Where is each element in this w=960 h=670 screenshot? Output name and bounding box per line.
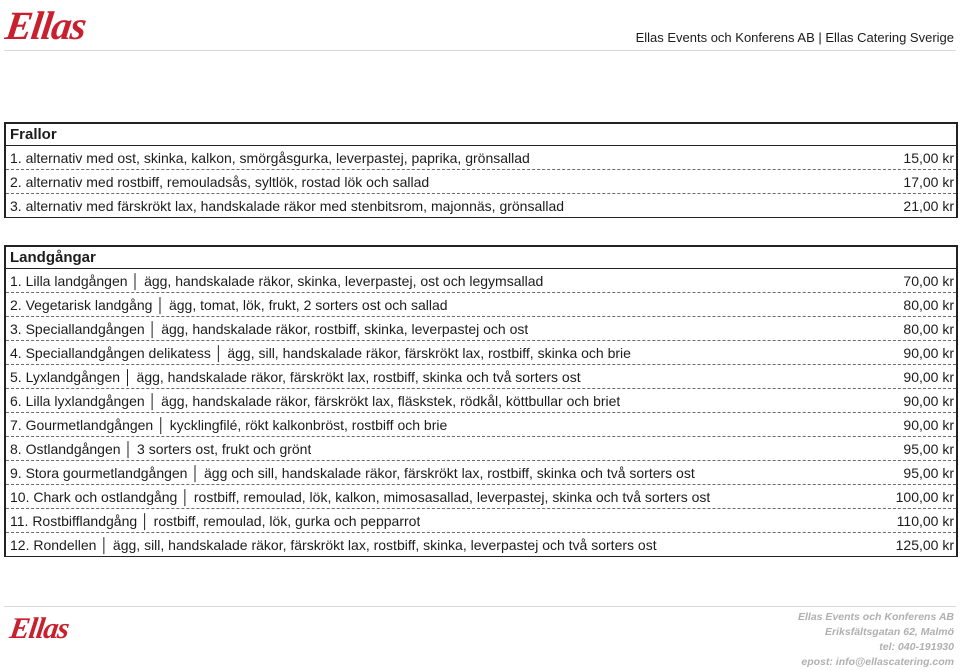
footer-divider (4, 606, 956, 607)
menu-item-name: 11. Rostbifflandgång │ rostbiff, remoulad, lök, gurka och pepparrot (10, 513, 421, 529)
menu-item-row (6, 533, 956, 557)
menu-item-name: 3. alternativ med färskrökt lax, handskalade räkor med stenbitsrom, majonnäs, grönsallad (10, 198, 565, 214)
menu-item-price: 70,00 kr (903, 273, 954, 289)
menu-item-name: 12. Rondellen │ ägg, sill, handskalade räkor, färskrökt lax, rostbiff, skinka, leverpastej och två sorters ost (10, 537, 657, 553)
menu-item-row (6, 341, 956, 365)
menu-item-price: 110,00 kr (896, 513, 954, 529)
menu-item-row (6, 293, 956, 317)
menu-item-name: 2. Vegetarisk landgång │ ägg, tomat, lök, frukt, 2 sorters ost och sallad (10, 297, 448, 313)
menu-item-row (6, 413, 956, 437)
menu-item-row (6, 509, 956, 533)
menu-item-name: 4. Speciallandgången delikatess │ ägg, sill, handskalade räkor, färskrökt lax, rostbiff, skinka och brie (10, 345, 631, 361)
menu-item-price: 100,00 kr (895, 489, 954, 505)
header-divider (4, 50, 956, 51)
menu-item-price: 15,00 kr (903, 150, 954, 166)
footer-address: Eriksfältsgatan 62, Malmö (825, 626, 954, 638)
menu-item-row (6, 170, 956, 194)
menu-item-price: 95,00 kr (903, 441, 954, 457)
company-header-line: Ellas Events och Konferens AB | Ellas Catering Sverige (635, 30, 954, 45)
menu-item-name: 8. Ostlandgången │ 3 sorters ost, frukt och grönt (10, 441, 312, 457)
footer-contact (798, 610, 954, 670)
menu-item-name: 7. Gourmetlandgången │ kycklingfilé, rökt kalkonbröst, rostbiff och brie (10, 417, 448, 433)
menu-item-price: 17,00 kr (903, 174, 954, 190)
menu-item-price: 90,00 kr (903, 345, 954, 361)
section-title: Landgångar (6, 245, 956, 269)
menu-item-name: 5. Lyxlandgången │ ägg, handskalade räkor, färskrökt lax, rostbiff, skinka och två sorters ost (10, 369, 581, 385)
menu-item-price: 90,00 kr (903, 417, 954, 433)
menu-section-landgangar (4, 245, 958, 557)
menu-item-price: 90,00 kr (903, 369, 954, 385)
ellas-logo: Ellas (2, 3, 89, 48)
menu-item-name: 1. Lilla landgången │ ägg, handskalade räkor, skinka, leverpastej, ost och legymsallad (10, 273, 544, 289)
menu-item-row (6, 389, 956, 413)
menu-item-row (6, 437, 956, 461)
menu-item-row (6, 269, 956, 293)
menu-item-name: 3. Speciallandgången │ ägg, handskalade räkor, rostbiff, skinka, leverpastej och ost (10, 321, 529, 337)
menu-item-name: 10. Chark och ostlandgång │ rostbiff, remoulad, lök, kalkon, mimosasallad, leverpastej, skinka och två sorters ost (10, 489, 711, 505)
ellas-logo-footer: Ellas (7, 612, 71, 645)
menu-item-row (6, 146, 956, 170)
menu-item-name: 1. alternativ med ost, skinka, kalkon, smörgåsgurka, leverpastej, paprika, grönsallad (10, 150, 530, 166)
menu-item-row (6, 485, 956, 509)
menu-item-row (6, 317, 956, 341)
menu-item-row (6, 461, 956, 485)
footer-phone: tel: 040-191930 (879, 641, 954, 653)
menu-item-name: 9. Stora gourmetlandgången │ ägg och sill, handskalade räkor, färskrökt lax, rostbiff, skinka och två sorters ost (10, 465, 695, 481)
menu-item-price: 21,00 kr (903, 198, 954, 214)
menu-item-price: 90,00 kr (903, 393, 954, 409)
menu-item-row (6, 365, 956, 389)
menu-section-frallor (4, 122, 958, 218)
section-title: Frallor (6, 122, 956, 146)
footer-company: Ellas Events och Konferens AB (798, 611, 954, 623)
menu-item-price: 95,00 kr (903, 465, 954, 481)
menu-item-price: 80,00 kr (903, 297, 954, 313)
menu-item-name: 6. Lilla lyxlandgången │ ägg, handskalade räkor, färskrökt lax, fläskstek, rödkål, köttbullar och briet (10, 393, 621, 409)
menu-item-row (6, 194, 956, 218)
menu-item-name: 2. alternativ med rostbiff, remouladsås, syltlök, rostad lök och sallad (10, 174, 430, 190)
menu-item-price: 80,00 kr (903, 321, 954, 337)
footer-email: epost: info@ellascatering.com (801, 656, 954, 668)
menu-item-price: 125,00 kr (895, 537, 954, 553)
